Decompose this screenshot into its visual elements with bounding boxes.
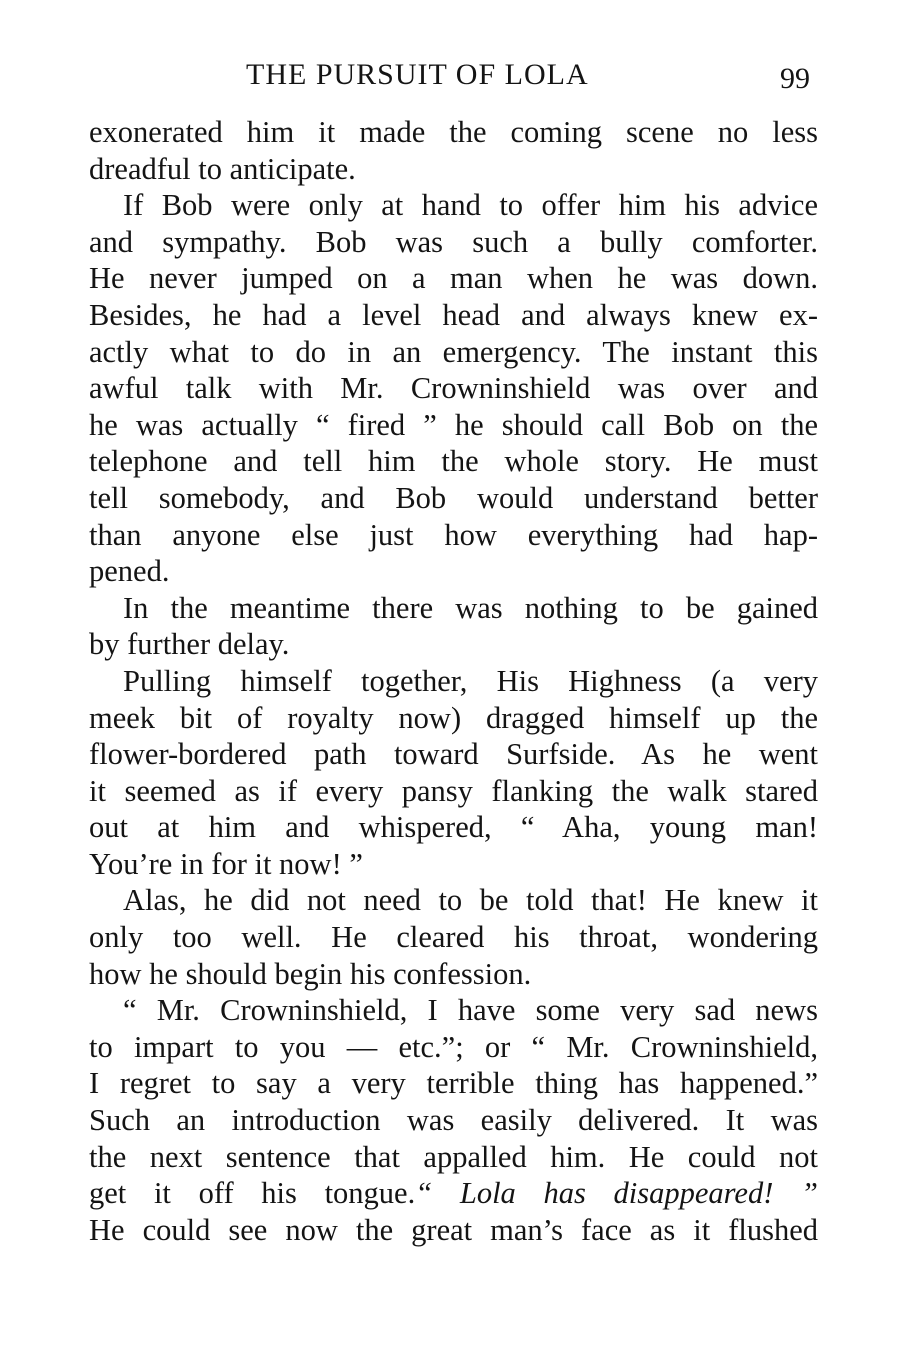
text-line: exonerated him it made the coming scene no less <box>89 115 818 149</box>
text-line: He never jumped on a man when he was down. <box>89 261 818 296</box>
text-line: it seemed as if every pansy flanking the walk stared <box>89 773 818 808</box>
text-line <box>89 1175 818 1212</box>
text-line: meek bit of royalty now) dragged himself up the <box>89 700 818 735</box>
text-line: only too well. He cleared his throat, wondering <box>89 920 818 955</box>
text-line: dreadful to anticipate. <box>89 151 356 186</box>
text-line: he was actually “ fired ” he should call Bob on the <box>89 407 818 442</box>
text-line: than anyone else just how everything had hap- <box>89 517 818 552</box>
text-line: He could see now the great man’s face as it flushed <box>89 1212 818 1247</box>
text-line: to impart to you — etc.”; or “ Mr. Crowninshield, <box>89 1029 818 1064</box>
text-span: get it off his tongue. <box>89 1176 416 1211</box>
text-line: pened. <box>89 554 170 589</box>
italic-quote: “ Lola has disappeared! ” <box>415 1176 818 1211</box>
text-line: by further delay. <box>89 627 290 662</box>
text-line: I regret to say a very terrible thing has happened.” <box>89 1066 818 1101</box>
text-line: flower-bordered path toward Surfside. As he went <box>89 737 818 772</box>
text-line: tell somebody, and Bob would understand better <box>89 480 818 515</box>
text-line: “ Mr. Crowninshield, I have some very sad news <box>123 993 818 1028</box>
text-line: out at him and whispered, “ Aha, young man! <box>89 810 818 845</box>
body-text <box>89 114 818 1248</box>
text-line: If Bob were only at hand to offer him his advice <box>123 188 818 223</box>
text-line: how he should begin his confession. <box>89 956 532 991</box>
text-line: actly what to do in an emergency. The instant this <box>89 334 818 369</box>
page-header <box>0 58 916 98</box>
running-title: THE PURSUIT OF LOLA <box>246 58 589 91</box>
text-line: telephone and tell him the whole story. He must <box>89 444 818 479</box>
text-line: You’re in for it now! ” <box>89 846 363 881</box>
page-number: 99 <box>780 62 810 95</box>
text-line: Besides, he had a level head and always knew ex- <box>89 297 818 332</box>
text-line: In the meantime there was nothing to be gained <box>123 590 818 625</box>
text-line: Pulling himself together, His Highness (a very <box>123 663 818 698</box>
text-line: Alas, he did not need to be told that! He knew it <box>123 883 818 918</box>
text-line: and sympathy. Bob was such a bully comforter. <box>89 224 818 259</box>
text-line: awful talk with Mr. Crowninshield was over and <box>89 371 818 406</box>
text-line: Such an introduction was easily delivered. It was <box>89 1103 818 1138</box>
text-line: the next sentence that appalled him. He could not <box>89 1139 818 1174</box>
